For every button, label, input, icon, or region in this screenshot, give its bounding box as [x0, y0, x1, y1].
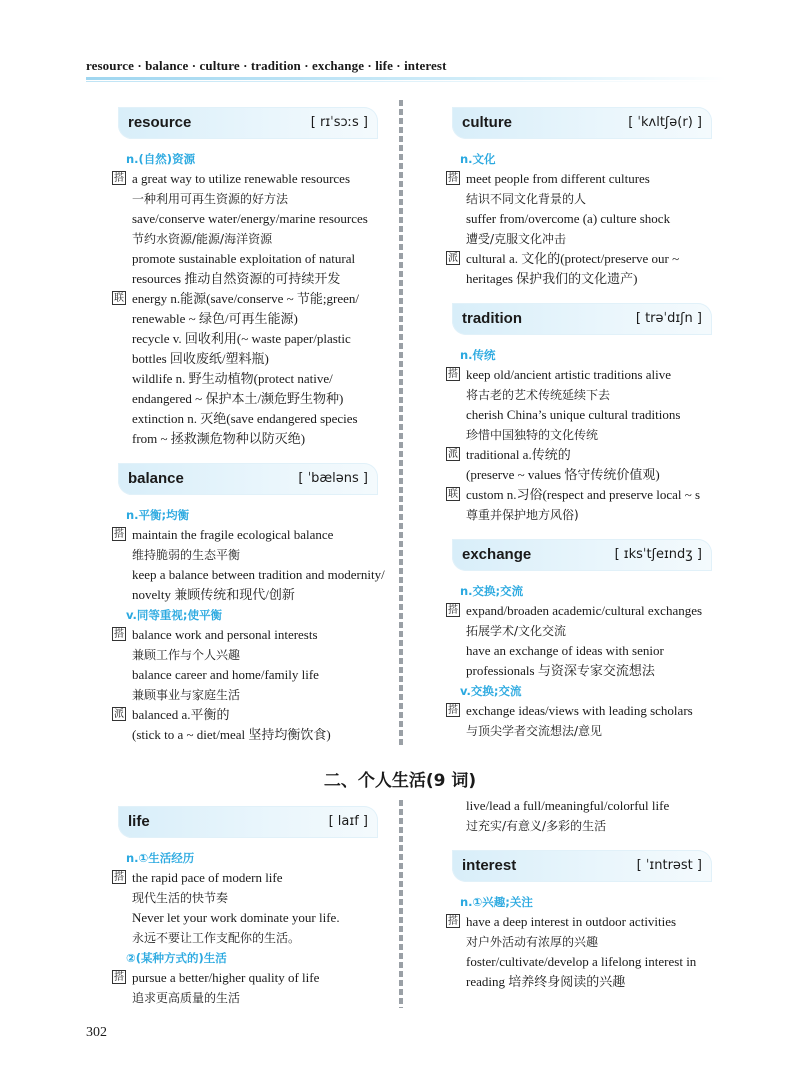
continued-entry — [446, 796, 722, 836]
example-line: balance work and personal interests — [132, 627, 318, 642]
example-line: professionals 与资深专家交流想法 — [466, 663, 655, 678]
entry-block — [446, 169, 722, 249]
entry-tag: 派 — [448, 253, 458, 264]
example-line: heritages 保护我们的文化遗产) — [466, 271, 638, 286]
example-line: recycle v. 回收利用(~ waste paper/plastic — [132, 331, 351, 346]
column-divider-top — [396, 100, 406, 748]
sense-label: v.交换;交流 — [460, 684, 522, 698]
entry-block — [446, 365, 722, 445]
sense-label: v.同等重视;使平衡 — [126, 608, 223, 622]
entry-block — [112, 625, 386, 705]
entry-block — [446, 912, 722, 992]
translation-line: 结识不同文化背景的人 — [466, 192, 587, 206]
entry-block — [446, 601, 722, 681]
sense-label: n.交换;交流 — [460, 584, 524, 598]
entry-block — [112, 868, 386, 948]
example-line: exchange ideas/views with leading scholars — [466, 703, 693, 718]
example-line: from ~ 拯救濒危物种以防灭绝) — [132, 431, 306, 446]
headword-box — [452, 539, 712, 571]
entry-tag: 搭 — [448, 173, 458, 184]
spacer — [446, 525, 722, 539]
example-line: Never let your work dominate your life. — [132, 910, 340, 925]
example-line: balanced a.平衡的 — [132, 707, 230, 722]
example-line: bottles 回收废纸/塑料瓶) — [132, 351, 269, 366]
example-line: suffer from/overcome (a) culture shock — [466, 211, 671, 226]
example-line: cultural a. 文化的(protect/preserve our ~ — [466, 251, 680, 266]
example-line: extinction n. 灭绝(save endangered species — [132, 411, 358, 426]
headword: life — [128, 813, 150, 830]
entry-block — [112, 525, 386, 605]
translation-line: 拓展学术/文化交流 — [466, 624, 567, 638]
entry-tag: 搭 — [114, 529, 124, 540]
example-line: resources 推动自然资源的可持续开发 — [132, 271, 341, 286]
example-line: keep a balance between tradition and modernity/ — [132, 567, 385, 582]
translation-line: 维持脆弱的生态平衡 — [132, 548, 241, 562]
example-line: balance career and home/family life — [132, 667, 319, 682]
entry-block — [112, 289, 386, 449]
translation-line: 兼顾事业与家庭生活 — [132, 688, 241, 702]
example-line: live/lead a full/meaningful/colorful life — [466, 798, 670, 813]
translation-line: 遭受/克服文化冲击 — [466, 232, 567, 246]
entry-tag: 联 — [114, 293, 124, 304]
entry-block — [446, 445, 722, 485]
sense-label: n.①兴趣;关注 — [460, 895, 533, 909]
example-line: endangered ~ 保护本土/濒危野生物种) — [132, 391, 344, 406]
translation-line: 永远不要让工作支配你的生活。 — [132, 931, 301, 945]
entry-tag: 搭 — [114, 872, 124, 883]
phonetic: [ ˈbæləns ] — [298, 471, 368, 486]
example-line: expand/broaden academic/cultural exchanges — [466, 603, 703, 618]
example-line: keep old/ancient artistic traditions alive — [466, 367, 672, 382]
example-line: maintain the fragile ecological balance — [132, 527, 334, 542]
phonetic: [ rɪˈsɔːs ] — [310, 115, 368, 130]
example-line: novelty 兼顾传统和现代/创新 — [132, 587, 295, 602]
headword: culture — [462, 114, 513, 131]
entry-block — [112, 169, 386, 289]
phonetic: [ ˈkʌltʃə(r) ] — [628, 115, 702, 130]
headword-box — [118, 806, 378, 838]
example-line: pursue a better/higher quality of life — [132, 970, 320, 985]
example-line: have an exchange of ideas with senior — [466, 643, 664, 658]
example-line: the rapid pace of modern life — [132, 870, 283, 885]
example-line: (stick to a ~ diet/meal 坚持均衡饮食) — [132, 727, 331, 742]
entry-block — [446, 485, 722, 525]
entry-block — [112, 705, 386, 745]
example-line: cherish China’s unique cultural traditions — [466, 407, 681, 422]
entry-tag: 搭 — [448, 369, 458, 380]
example-line: a great way to utilize renewable resources — [132, 171, 351, 186]
example-line: foster/cultivate/develop a lifelong interest in — [466, 954, 697, 969]
headword: exchange — [462, 546, 532, 563]
sense-label: n.传统 — [460, 348, 496, 362]
example-line: energy n.能源(save/conserve ~ 节能;green/ — [132, 291, 359, 306]
translation-line: 追求更高质量的生活 — [132, 991, 241, 1005]
spacer — [446, 836, 722, 850]
translation-line: 与顶尖学者交流想法/意见 — [466, 724, 603, 738]
entry-tag: 联 — [448, 489, 458, 500]
headword: interest — [462, 857, 517, 874]
entry-tag: 派 — [114, 709, 124, 720]
sense-label: ②(某种方式的)生活 — [126, 951, 227, 965]
example-line: traditional a.传统的 — [466, 447, 571, 462]
translation-line: 现代生活的快节奏 — [132, 891, 229, 905]
translation-line: 将古老的艺术传统延续下去 — [466, 388, 611, 402]
entry-block — [446, 701, 722, 741]
left-column-top — [112, 107, 386, 745]
entry-tag: 搭 — [448, 605, 458, 616]
left-column-bottom — [112, 806, 386, 1008]
example-line: wildlife n. 野生动植物(protect native/ — [132, 371, 333, 386]
entry-tag: 搭 — [114, 173, 124, 184]
example-line: promote sustainable exploitation of natural — [132, 251, 356, 266]
headword-box — [118, 107, 378, 139]
example-line: have a deep interest in outdoor activities — [466, 914, 677, 929]
headword-box — [452, 107, 712, 139]
translation-line: 尊重并保护地方风俗) — [466, 508, 579, 522]
spacer — [446, 289, 722, 303]
translation-line: 兼顾工作与个人兴趣 — [132, 648, 241, 662]
sense-label: n.(自然)资源 — [126, 152, 196, 166]
translation-line: 珍惜中国独特的文化传统 — [466, 428, 599, 442]
entry-tag: 派 — [448, 449, 458, 460]
entry-block — [112, 968, 386, 1008]
page-number: 302 — [86, 1025, 107, 1040]
entry-tag: 搭 — [114, 629, 124, 640]
headword: balance — [128, 470, 184, 487]
translation-line: 一种利用可再生资源的好方法 — [132, 192, 289, 206]
headword: resource — [128, 114, 192, 131]
sense-label: n.平衡;均衡 — [126, 508, 190, 522]
entry-block — [446, 249, 722, 289]
header-rule-thin — [86, 81, 726, 82]
headword-box — [452, 303, 712, 335]
example-line: custom n.习俗(respect and preserve local ~ s — [466, 487, 701, 502]
section-title: 二、个人生活(9 词) — [323, 771, 477, 791]
translation-line: 对户外活动有浓厚的兴趣 — [466, 935, 599, 949]
phonetic: [ laɪf ] — [328, 814, 368, 829]
spacer — [112, 449, 386, 463]
headword-box — [118, 463, 378, 495]
headword: tradition — [462, 310, 522, 327]
phonetic: [ ˈɪntrəst ] — [636, 858, 702, 873]
example-line: reading 培养终身阅读的兴趣 — [466, 974, 626, 989]
column-divider-bottom — [396, 800, 406, 1008]
sense-label: n.①生活经历 — [126, 851, 195, 865]
right-column-top — [446, 107, 722, 741]
headword-box — [452, 850, 712, 882]
translation-line: 过充实/有意义/多彩的生活 — [466, 819, 607, 833]
entry-tag: 搭 — [448, 705, 458, 716]
example-line: meet people from different cultures — [466, 171, 650, 186]
sense-label: n.文化 — [460, 152, 496, 166]
header-rule — [86, 77, 726, 80]
phonetic: [ ɪksˈtʃeɪndʒ ] — [614, 547, 702, 562]
right-column-bottom — [446, 796, 722, 992]
example-line: renewable ~ 绿色/可再生能源) — [132, 311, 298, 326]
running-head: resource · balance · culture · tradition · exchange · life · interest — [86, 58, 447, 73]
example-line: (preserve ~ values 恪守传统价值观) — [466, 467, 660, 482]
example-line: save/conserve water/energy/marine resources — [132, 211, 368, 226]
translation-line: 节约水资源/能源/海洋资源 — [132, 232, 273, 246]
entry-tag: 搭 — [114, 972, 124, 983]
phonetic: [ trəˈdɪʃn ] — [635, 311, 702, 326]
entry-tag: 搭 — [448, 916, 458, 927]
